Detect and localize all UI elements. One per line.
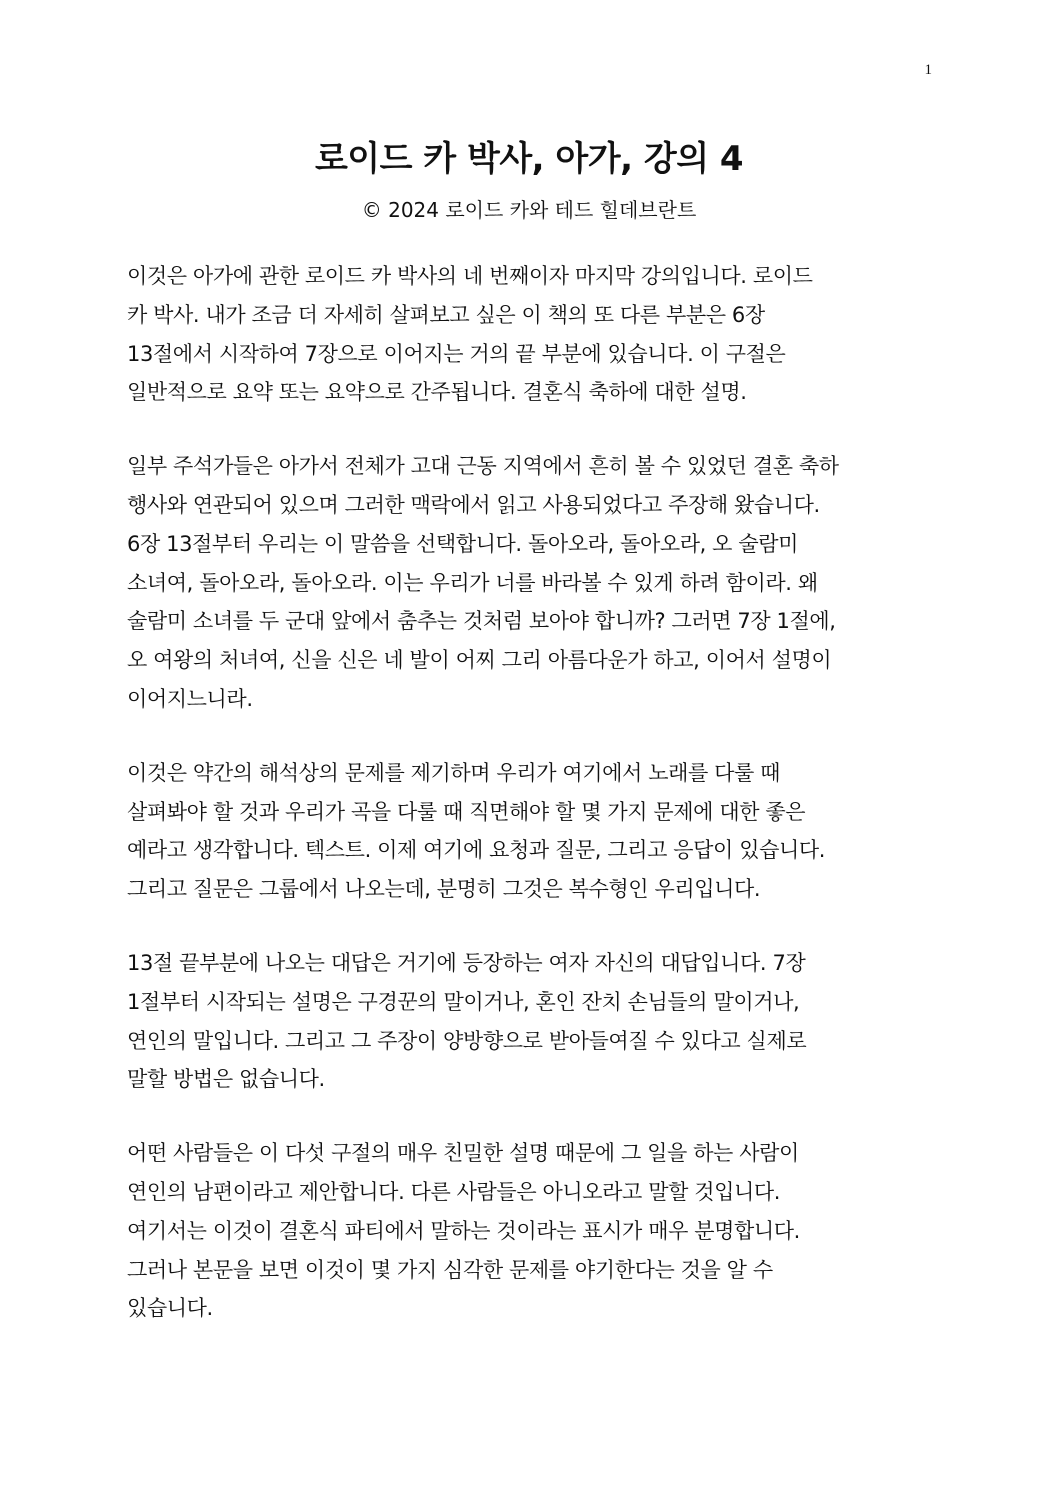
text-line: 6장 13절부터 우리는 이 말씀을 선택합니다. 돌아오라, 돌아오라, 오 술람미 (127, 531, 798, 556)
text-line: 오 여왕의 처녀여, 신을 신은 네 발이 어찌 그리 아름다운가 하고, 이어서 설명이 (127, 648, 832, 673)
text-line: 그리고 질문은 그룹에서 나오는데, 분명히 그것은 복수형인 우리입니다. (127, 877, 761, 902)
text-line: 그러나 본문을 보면 이것이 몇 가지 심각한 문제를 야기한다는 것을 알 수 (127, 1257, 773, 1282)
paragraph-1 (127, 257, 947, 412)
copyright-line: © 2024 로이드 카와 테드 힐데브란트 (361, 198, 697, 222)
paragraph-5 (127, 1134, 947, 1328)
text-line: 이것은 아가에 관한 로이드 카 박사의 네 번째이자 마지막 강의입니다. 로이드 (127, 264, 813, 288)
text-line: 어떤 사람들은 이 다섯 구절의 매우 친밀한 설명 때문에 그 일을 하는 사람이 (127, 1141, 799, 1166)
text-line: 예라고 생각합니다. 텍스트. 이제 여기에 요청과 질문, 그리고 응답이 있습니다. (127, 838, 826, 863)
text-line: 카 박사. 내가 조금 더 자세히 살펴보고 싶은 이 책의 또 다른 부분은 6장 (127, 302, 765, 327)
paragraph-3 (127, 754, 947, 909)
text-line: 이것은 약간의 해석상의 문제를 제기하며 우리가 여기에서 노래를 다룰 때 (127, 760, 781, 785)
text-line: 있습니다. (127, 1296, 213, 1321)
text-line: 1절부터 시작되는 설명은 구경꾼의 말이거나, 혼인 잔치 손님들의 말이거나, (127, 989, 800, 1014)
text-line: 13절 끝부분에 나오는 대답은 거기에 등장하는 여자 자신의 대답입니다. 7장 (127, 950, 806, 975)
text-line: 연인의 남편이라고 제안합니다. 다른 사람들은 아니오라고 말할 것입니다. (127, 1179, 781, 1204)
text-line: 말할 방법은 없습니다. (127, 1067, 325, 1092)
page-number: 1 (924, 62, 932, 78)
paragraph-4 (127, 944, 947, 1099)
text-line: 이어지느니라. (127, 686, 253, 711)
document-title: 로이드 카 박사, 아가, 강의 4 (314, 139, 744, 179)
text-line: 여기서는 이것이 결혼식 파티에서 말하는 것이라는 표시가 매우 분명합니다. (127, 1218, 800, 1243)
text-line: 살펴봐야 할 것과 우리가 곡을 다룰 때 직면해야 할 몇 가지 문제에 대한 좋은 (127, 799, 806, 824)
paragraph-2 (127, 447, 947, 719)
text-line: 일반적으로 요약 또는 요약으로 간주됩니다. 결혼식 축하에 대한 설명. (127, 380, 747, 405)
body-text (127, 257, 947, 1363)
text-line: 연인의 말입니다. 그리고 그 주장이 양방향으로 받아들여질 수 있다고 실제로 (127, 1028, 807, 1053)
text-line: 13절에서 시작하여 7장으로 이어지는 거의 끝 부분에 있습니다. 이 구절은 (127, 341, 786, 366)
text-line: 일부 주석가들은 아가서 전체가 고대 근동 지역에서 흔히 볼 수 있었던 결혼 축하 (127, 454, 839, 479)
text-line: 술람미 소녀를 두 군대 앞에서 춤추는 것처럼 보아야 합니까? 그러면 7장 1절에, (127, 609, 836, 634)
text-line: 소녀여, 돌아오라, 돌아오라. 이는 우리가 너를 바라볼 수 있게 하려 함이라. 왜 (127, 570, 818, 595)
text-line: 행사와 연관되어 있으며 그러한 맥락에서 읽고 사용되었다고 주장해 왔습니다. (127, 492, 820, 517)
